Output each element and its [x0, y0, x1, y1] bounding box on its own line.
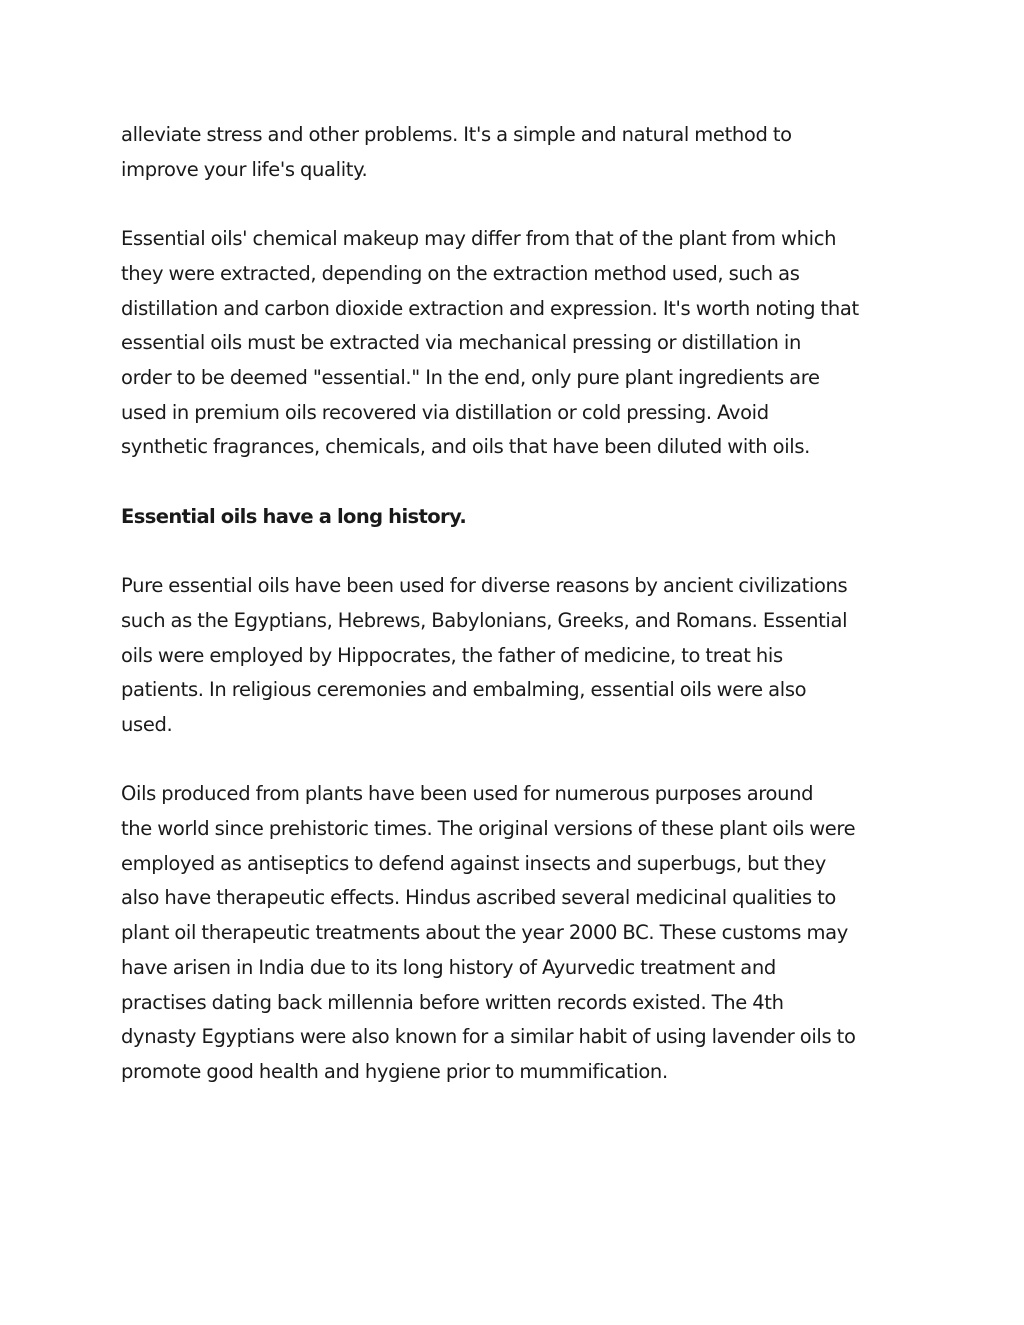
text-line: used. [121, 712, 173, 736]
text-line: Pure essential oils have been used for diverse reasons by ancient civilizations [121, 574, 848, 598]
paragraph-stress-relief [121, 118, 911, 187]
text-line: distillation and carbon dioxide extraction and expression. It's worth noting that [121, 296, 859, 320]
text-line: have arisen in India due to its long history of Ayurvedic treatment and [121, 955, 776, 979]
text-line: used in premium oils recovered via distillation or cold pressing. Avoid [121, 400, 769, 424]
text-line: they were extracted, depending on the extraction method used, such as [121, 261, 800, 285]
heading-text: Essential oils have a long history. [121, 504, 467, 528]
text-line: essential oils must be extracted via mechanical pressing or distillation in [121, 331, 801, 355]
text-line: practises dating back millennia before written records existed. The 4th [121, 990, 784, 1014]
section-heading [121, 500, 911, 535]
text-line: such as the Egyptians, Hebrews, Babylonians, Greeks, and Romans. Essential [121, 608, 848, 632]
paragraph-prehistoric-uses [121, 777, 911, 1089]
paragraph-chemical-makeup [121, 222, 911, 465]
text-line: employed as antiseptics to defend against insects and superbugs, but they [121, 851, 826, 875]
text-line: promote good health and hygiene prior to mummification. [121, 1059, 668, 1083]
text-line: patients. In religious ceremonies and embalming, essential oils were also [121, 678, 807, 702]
text-line: order to be deemed "essential." In the end, only pure plant ingredients are [121, 365, 820, 389]
document-page [121, 118, 911, 1124]
text-line: synthetic fragrances, chemicals, and oils that have been diluted with oils. [121, 435, 811, 459]
text-line: plant oil therapeutic treatments about the year 2000 BC. These customs may [121, 921, 848, 945]
text-line: Oils produced from plants have been used for numerous purposes around [121, 782, 814, 806]
text-line: alleviate stress and other problems. It's a simple and natural method to [121, 123, 792, 146]
text-line: dynasty Egyptians were also known for a similar habit of using lavender oils to [121, 1025, 856, 1049]
text-line: the world since prehistoric times. The original versions of these plant oils were [121, 817, 856, 840]
text-line: also have therapeutic effects. Hindus ascribed several medicinal qualities to [121, 886, 836, 910]
text-line: improve your life's quality. [121, 157, 368, 181]
text-line: oils were employed by Hippocrates, the father of medicine, to treat his [121, 643, 783, 667]
text-line: Essential oils' chemical makeup may differ from that of the plant from which [121, 227, 837, 251]
paragraph-ancient-civilizations [121, 569, 911, 743]
